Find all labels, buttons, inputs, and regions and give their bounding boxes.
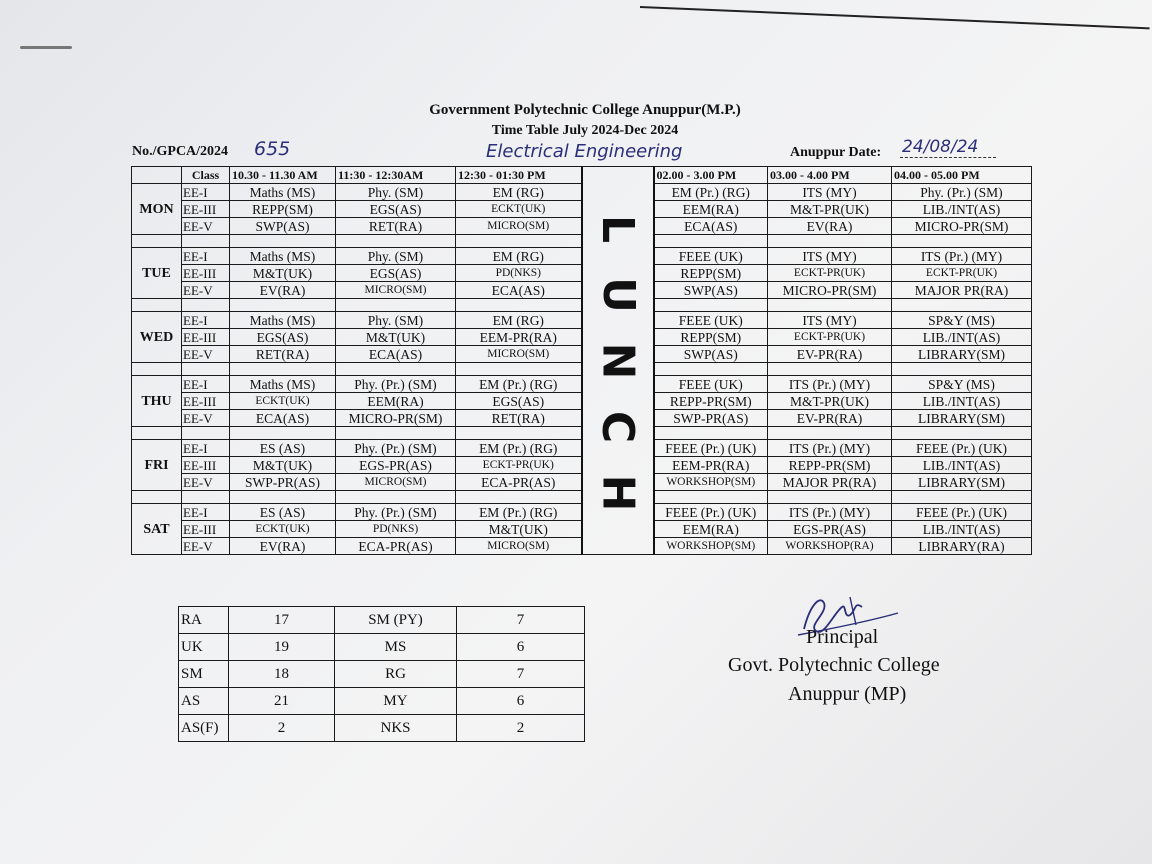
corner-cell — [132, 167, 182, 184]
timetable-header-row — [132, 167, 1032, 184]
subject-cell: EV-PR(RA) — [768, 346, 892, 363]
subject-cell: Maths (MS) — [230, 312, 336, 329]
class-label: EE-V — [182, 346, 230, 363]
lunch-letter: L — [592, 214, 644, 243]
signatory-title: Principal — [806, 626, 879, 648]
subject-cell: REPP-PR(SM) — [768, 457, 892, 474]
date-label: Anuppur Date: — [790, 145, 882, 160]
subject-cell: LIB./INT(AS) — [892, 329, 1032, 346]
table-row — [179, 715, 585, 742]
subject-cell: Phy. (Pr.) (SM) — [336, 440, 456, 457]
paper-edge-line — [640, 6, 1150, 29]
subject-cell: EV(RA) — [230, 538, 336, 555]
subject-cell: LIB./INT(AS) — [892, 201, 1032, 218]
faculty-hours: 21 — [229, 688, 335, 715]
subject-cell: REPP(SM) — [230, 201, 336, 218]
faculty-code: NKS — [335, 715, 457, 742]
spacer-cell — [230, 299, 336, 312]
faculty-hours: 2 — [229, 715, 335, 742]
spacer-cell — [132, 491, 182, 504]
spacer-cell — [892, 427, 1032, 440]
day-label: MON — [132, 184, 182, 235]
subject-cell: MICRO-PR(SM) — [768, 282, 892, 299]
subject-cell: EM (RG) — [456, 184, 582, 201]
class-label: EE-I — [182, 184, 230, 201]
period-header: 02.00 - 3.00 PM — [654, 167, 768, 184]
spacer-cell — [336, 235, 456, 248]
subject-cell: EGS(AS) — [230, 329, 336, 346]
spacer-cell — [654, 491, 768, 504]
subject-cell: ES (AS) — [230, 440, 336, 457]
faculty-code: AS — [179, 688, 229, 715]
subject-cell: EM (Pr.) (RG) — [456, 504, 582, 521]
lunch-letter: N — [592, 342, 644, 379]
lunch-letter: U — [592, 276, 644, 313]
subject-cell: M&T(UK) — [456, 521, 582, 538]
spacer-cell — [654, 235, 768, 248]
subject-cell: ITS (MY) — [768, 184, 892, 201]
subject-cell: M&T(UK) — [230, 457, 336, 474]
spacer-cell — [182, 299, 230, 312]
spacer-cell — [230, 235, 336, 248]
subject-cell: EM (Pr.) (RG) — [654, 184, 768, 201]
lunch-column — [582, 167, 654, 555]
faculty-code: RA — [179, 607, 229, 634]
spacer-cell — [336, 491, 456, 504]
spacer-cell — [182, 491, 230, 504]
period-header: 03.00 - 4.00 PM — [768, 167, 892, 184]
reference-number-handwritten: 655 — [254, 138, 291, 160]
spacer-cell — [132, 235, 182, 248]
table-row — [179, 607, 585, 634]
spacer-cell — [654, 427, 768, 440]
day-label: SAT — [132, 504, 182, 555]
subject-cell: FEEE (UK) — [654, 248, 768, 265]
subject-cell: ITS (Pr.) (MY) — [892, 248, 1032, 265]
subject-cell: M&T(UK) — [230, 265, 336, 282]
subject-cell: MICRO-PR(SM) — [336, 410, 456, 427]
subject-cell: REPP(SM) — [654, 329, 768, 346]
subject-cell: MAJOR PR(RA) — [892, 282, 1032, 299]
subject-cell: REPP(SM) — [654, 265, 768, 282]
class-label: EE-I — [182, 248, 230, 265]
subject-cell: EEM(RA) — [654, 521, 768, 538]
subject-cell: ECA(AS) — [654, 218, 768, 235]
subject-cell: FEEE (UK) — [654, 312, 768, 329]
subject-cell: Phy. (SM) — [336, 248, 456, 265]
subject-cell: FEEE (Pr.) (UK) — [892, 504, 1032, 521]
spacer-cell — [132, 427, 182, 440]
subject-cell: MICRO(SM) — [456, 538, 582, 555]
department-handwritten: Electrical Engineering — [486, 141, 683, 162]
class-label: EE-V — [182, 282, 230, 299]
spacer-cell — [182, 427, 230, 440]
faculty-hours: 6 — [457, 688, 585, 715]
subject-cell: SWP-PR(AS) — [230, 474, 336, 491]
spacer-cell — [768, 491, 892, 504]
spacer-cell — [456, 299, 582, 312]
subject-cell: EGS-PR(AS) — [336, 457, 456, 474]
subject-cell: ECKT(UK) — [456, 201, 582, 218]
table-row — [179, 661, 585, 688]
spacer-cell — [768, 363, 892, 376]
subject-cell: ES (AS) — [230, 504, 336, 521]
subject-cell: Maths (MS) — [230, 376, 336, 393]
period-header: 04.00 - 05.00 PM — [892, 167, 1032, 184]
class-label: EE-I — [182, 376, 230, 393]
subject-cell: ITS (MY) — [768, 312, 892, 329]
subject-cell: MAJOR PR(RA) — [768, 474, 892, 491]
subject-cell: ITS (MY) — [768, 248, 892, 265]
subject-cell: RET(RA) — [456, 410, 582, 427]
subject-cell: MICRO(SM) — [456, 346, 582, 363]
class-header: Class — [182, 167, 230, 184]
class-label: EE-III — [182, 329, 230, 346]
subject-cell: EV(RA) — [230, 282, 336, 299]
subject-cell: MICRO(SM) — [456, 218, 582, 235]
subject-cell: SWP(AS) — [230, 218, 336, 235]
subject-cell: EGS(AS) — [336, 265, 456, 282]
subject-cell: SWP(AS) — [654, 346, 768, 363]
spacer-cell — [456, 491, 582, 504]
subject-cell: EM (RG) — [456, 312, 582, 329]
subject-cell: LIBRARY(SM) — [892, 346, 1032, 363]
subject-cell: Maths (MS) — [230, 184, 336, 201]
spacer-cell — [768, 427, 892, 440]
subject-cell: ECKT(UK) — [230, 521, 336, 538]
subject-cell: ECKT(UK) — [230, 393, 336, 410]
subject-cell: ECA-PR(AS) — [336, 538, 456, 555]
spacer-cell — [182, 235, 230, 248]
subject-cell: Phy. (SM) — [336, 184, 456, 201]
spacer-cell — [654, 363, 768, 376]
subject-cell: ECKT-PR(UK) — [456, 457, 582, 474]
spacer-cell — [336, 299, 456, 312]
lunch-letter: H — [592, 474, 644, 511]
subject-cell: EGS-PR(AS) — [768, 521, 892, 538]
subject-cell: FEEE (Pr.) (UK) — [654, 440, 768, 457]
subject-cell: Phy. (Pr.) (SM) — [336, 504, 456, 521]
subject-cell: FEEE (Pr.) (UK) — [892, 440, 1032, 457]
spacer-cell — [768, 299, 892, 312]
subject-cell: ITS (Pr.) (MY) — [768, 376, 892, 393]
spacer-cell — [336, 363, 456, 376]
class-label: EE-V — [182, 410, 230, 427]
subject-cell: RET(RA) — [230, 346, 336, 363]
subject-cell: EEM(RA) — [654, 201, 768, 218]
spacer-cell — [132, 299, 182, 312]
subject-cell: SP&Y (MS) — [892, 312, 1032, 329]
subject-cell: SWP(AS) — [654, 282, 768, 299]
subject-cell: REPP-PR(SM) — [654, 393, 768, 410]
class-label: EE-V — [182, 538, 230, 555]
subject-cell: EV(RA) — [768, 218, 892, 235]
spacer-cell — [456, 363, 582, 376]
faculty-code: AS(F) — [179, 715, 229, 742]
subject-cell: LIBRARY(RA) — [892, 538, 1032, 555]
subject-cell: ECKT-PR(UK) — [892, 265, 1032, 282]
table-row — [179, 634, 585, 661]
faculty-hours: 2 — [457, 715, 585, 742]
faculty-hours: 19 — [229, 634, 335, 661]
subject-cell: LIB./INT(AS) — [892, 521, 1032, 538]
class-label: EE-V — [182, 218, 230, 235]
subject-cell: EGS(AS) — [336, 201, 456, 218]
subject-cell: LIB./INT(AS) — [892, 457, 1032, 474]
subject-cell: EEM-PR(RA) — [456, 329, 582, 346]
reference-label: No./GPCA/2024 — [132, 144, 229, 159]
subject-cell: ECKT-PR(UK) — [768, 265, 892, 282]
subject-cell: WORKSHOP(RA) — [768, 538, 892, 555]
subject-cell: ECKT-PR(UK) — [768, 329, 892, 346]
subject-cell: PD(NKS) — [336, 521, 456, 538]
date-handwritten: 24/08/24 — [900, 137, 996, 158]
spacer-cell — [132, 363, 182, 376]
subject-cell: Phy. (Pr.) (SM) — [892, 184, 1032, 201]
subject-cell: ITS (Pr.) (MY) — [768, 504, 892, 521]
spacer-cell — [768, 235, 892, 248]
subject-cell: LIBRARY(SM) — [892, 474, 1032, 491]
class-label: EE-I — [182, 440, 230, 457]
subject-cell: EM (Pr.) (RG) — [456, 376, 582, 393]
subject-cell: EEM(RA) — [336, 393, 456, 410]
spacer-cell — [456, 235, 582, 248]
subject-cell: MICRO-PR(SM) — [892, 218, 1032, 235]
subject-cell: MICRO(SM) — [336, 282, 456, 299]
subject-cell: LIBRARY(SM) — [892, 410, 1032, 427]
faculty-code: MY — [335, 688, 457, 715]
day-label: THU — [132, 376, 182, 427]
class-label: EE-III — [182, 457, 230, 474]
spacer-cell — [182, 363, 230, 376]
faculty-code: RG — [335, 661, 457, 688]
spacer-cell — [230, 427, 336, 440]
subject-cell: SP&Y (MS) — [892, 376, 1032, 393]
spacer-cell — [336, 427, 456, 440]
subject-cell: ECA(AS) — [230, 410, 336, 427]
faculty-hours: 6 — [457, 634, 585, 661]
lunch-label — [583, 196, 653, 526]
subject-cell: M&T-PR(UK) — [768, 393, 892, 410]
table-row — [179, 688, 585, 715]
class-label: EE-III — [182, 393, 230, 410]
spacer-cell — [230, 363, 336, 376]
staple-mark — [20, 46, 72, 49]
faculty-hours: 17 — [229, 607, 335, 634]
faculty-hours: 7 — [457, 661, 585, 688]
day-label: WED — [132, 312, 182, 363]
subject-cell: RET(RA) — [336, 218, 456, 235]
day-label: TUE — [132, 248, 182, 299]
faculty-code: MS — [335, 634, 457, 661]
faculty-code: SM (PY) — [335, 607, 457, 634]
subject-cell: WORKSHOP(SM) — [654, 474, 768, 491]
period-header: 12:30 - 01:30 PM — [456, 167, 582, 184]
signatory-college: Govt. Polytechnic College — [728, 654, 940, 676]
class-label: EE-V — [182, 474, 230, 491]
faculty-hours: 18 — [229, 661, 335, 688]
class-label: EE-I — [182, 312, 230, 329]
spacer-cell — [892, 235, 1032, 248]
subject-cell: Phy. (SM) — [336, 312, 456, 329]
spacer-cell — [456, 427, 582, 440]
subject-cell: ITS (Pr.) (MY) — [768, 440, 892, 457]
class-label: EE-I — [182, 504, 230, 521]
spacer-cell — [654, 299, 768, 312]
subject-cell: EM (Pr.) (RG) — [456, 440, 582, 457]
subject-cell: M&T-PR(UK) — [768, 201, 892, 218]
subject-cell: LIB./INT(AS) — [892, 393, 1032, 410]
spacer-cell — [892, 363, 1032, 376]
subject-cell: FEEE (Pr.) (UK) — [654, 504, 768, 521]
subject-cell: Maths (MS) — [230, 248, 336, 265]
subject-cell: EGS(AS) — [456, 393, 582, 410]
period-header: 10.30 - 11.30 AM — [230, 167, 336, 184]
subject-cell: Phy. (Pr.) (SM) — [336, 376, 456, 393]
subject-cell: FEEE (UK) — [654, 376, 768, 393]
class-label: EE-III — [182, 265, 230, 282]
class-label: EE-III — [182, 521, 230, 538]
subject-cell: EEM-PR(RA) — [654, 457, 768, 474]
spacer-cell — [230, 491, 336, 504]
subject-cell: ECA-PR(AS) — [456, 474, 582, 491]
day-label: FRI — [132, 440, 182, 491]
subject-cell: M&T(UK) — [336, 329, 456, 346]
faculty-hours: 7 — [457, 607, 585, 634]
subject-cell: MICRO(SM) — [336, 474, 456, 491]
faculty-code: SM — [179, 661, 229, 688]
subject-cell: PD(NKS) — [456, 265, 582, 282]
subject-cell: ECA(AS) — [336, 346, 456, 363]
subject-cell: EM (RG) — [456, 248, 582, 265]
subject-cell: SWP-PR(AS) — [654, 410, 768, 427]
spacer-cell — [892, 299, 1032, 312]
session-title: Time Table July 2024-Dec 2024 — [491, 123, 679, 138]
class-label: EE-III — [182, 201, 230, 218]
subject-cell: EV-PR(RA) — [768, 410, 892, 427]
subject-cell: ECA(AS) — [456, 282, 582, 299]
college-title: Government Polytechnic College Anuppur(M.P.) — [429, 102, 741, 118]
lunch-letter: C — [592, 410, 644, 443]
timetable — [131, 166, 1032, 555]
period-header: 11:30 - 12:30AM — [336, 167, 456, 184]
faculty-code: UK — [179, 634, 229, 661]
signatory-location: Anuppur (MP) — [788, 683, 907, 705]
spacer-cell — [892, 491, 1032, 504]
subject-cell: WORKSHOP(SM) — [654, 538, 768, 555]
faculty-load-table — [178, 606, 585, 742]
